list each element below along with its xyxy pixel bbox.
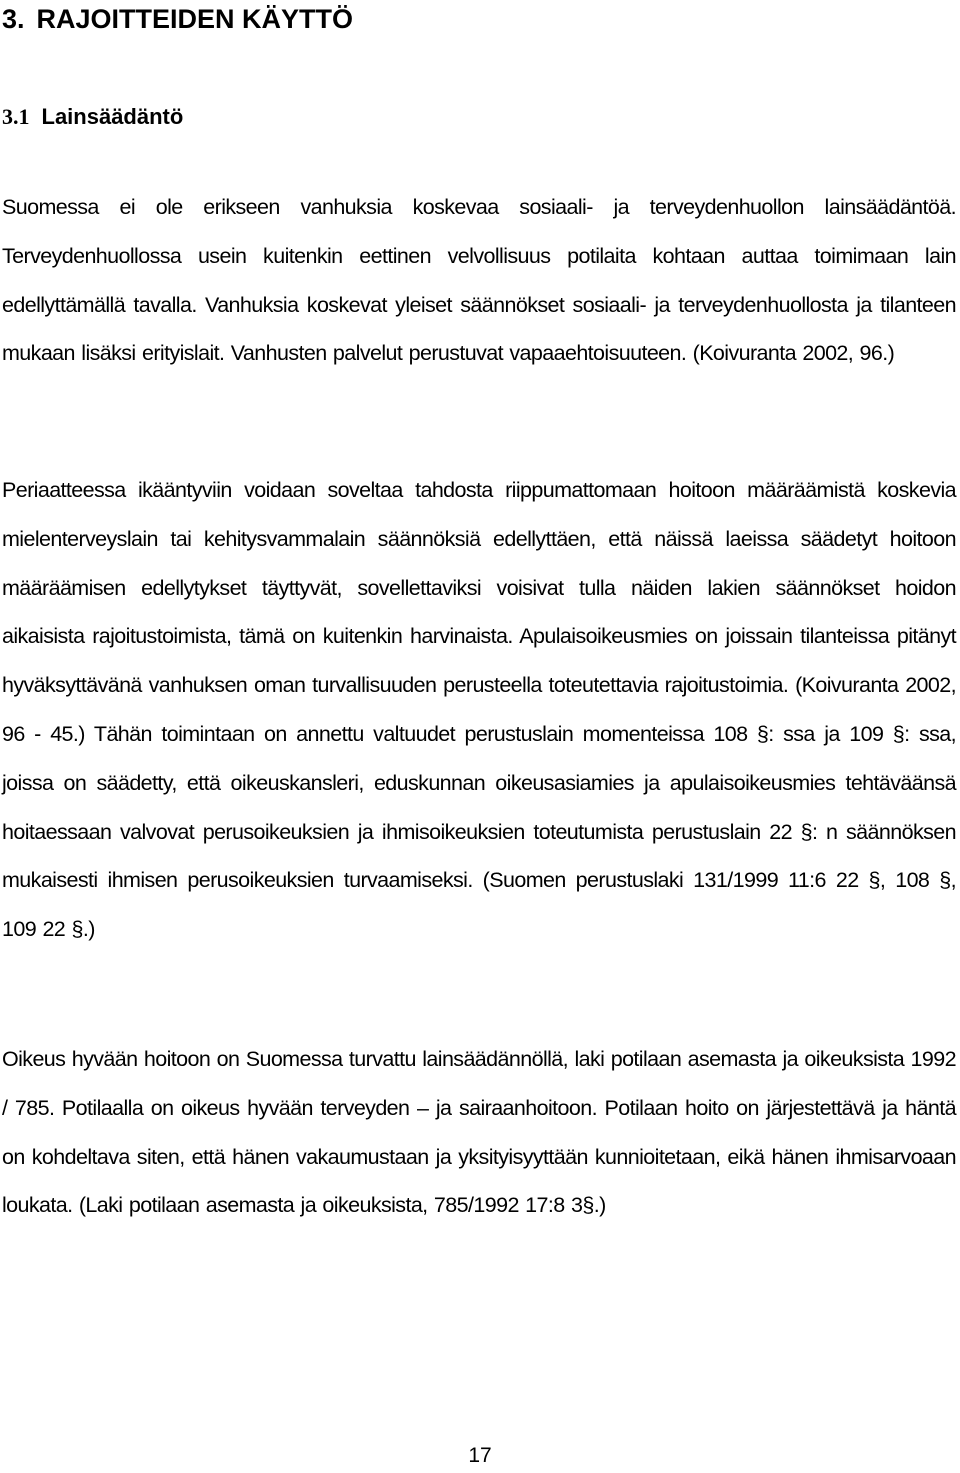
page-number: 17 (468, 1444, 492, 1467)
paragraph-legislation-overview: Suomessa ei ole erikseen vanhuksia koskevaa sosiaali- ja terveydenhuollon lainsäädäntöä. Terveydenhuollossa usein kuitenkin eettinen velvollisuus potilaita kohtaan auttaa toimimaan lain edellyttämällä tavalla. Vanhuksia koskevat yleiset säännökset sosiaali- ja terveydenhuollosta ja tilanteen mukaan lisäksi erityislait. Vanhusten palvelut perustuvat vapaaehtoisuuteen. (Koivuranta 2002, 96.) (2, 195, 956, 366)
section-title: Lainsäädäntö (41, 104, 184, 129)
paragraph-involuntary-care: Periaatteessa ikääntyviin voidaan soveltaa tahdosta riippumattomaan hoitoon määräämistä koskevia mielenterveyslain tai kehitysvammalain säännöksiä edellyttäen, että näissä laeissa säädetyt hoitoon määräämisen edellytykset täyttyvät, sovellettaviksi voisivat tulla näiden lakien säännökset hoidon aikaisista rajoitustoimista, tämä on kuitenkin harvinaista. Apulaisoikeusmies on joissain tilanteissa pitänyt hyväksyttävänä vanhuksen oman turvallisuuden perusteella toteutettavia rajoitustoimia. (Koivuranta 2002, 96 - 45.) Tähän toimintaan on annettu valtuudet perustuslain momenteissa 108 §: ssa ja 109 §: ssa, joissa on säädetty, että oikeuskansleri, eduskunnan oikeusasiamies ja apulaisoikeusmies tehtäväänsä hoitaessaan valvovat perusoikeuksien ja ihmisoikeuksien toteutumista perustuslain 22 §: n säännöksen mukaisesti ihmisen perusoikeuksien turvaamiseksi. (Suomen perustuslaki 131/1999 11:6 22 §, 108 §, 109 22 §.) (2, 478, 956, 942)
chapter-heading (2, 4, 353, 35)
paragraph-patient-rights: Oikeus hyvään hoitoon on Suomessa turvattu lainsäädännöllä, laki potilaan asemasta ja oikeuksista 1992 / 785. Potilaalla on oikeus hyvään terveyden – ja sairaanhoitoon. Potilaan hoito on järjestettävä ja häntä on kohdeltava siten, että hänen vakaumustaan ja yksityisyyttään kunnioitetaan, eikä hänen ihmisarvoaan loukata. (Laki potilaan asemasta ja oikeuksista, 785/1992 17:8 3§.) (2, 1047, 956, 1218)
chapter-title: RAJOITTEIDEN KÄYTTÖ (36, 4, 354, 34)
chapter-number: 3. (2, 4, 25, 34)
section-number: 3.1 (2, 104, 30, 129)
section-heading (2, 104, 183, 130)
